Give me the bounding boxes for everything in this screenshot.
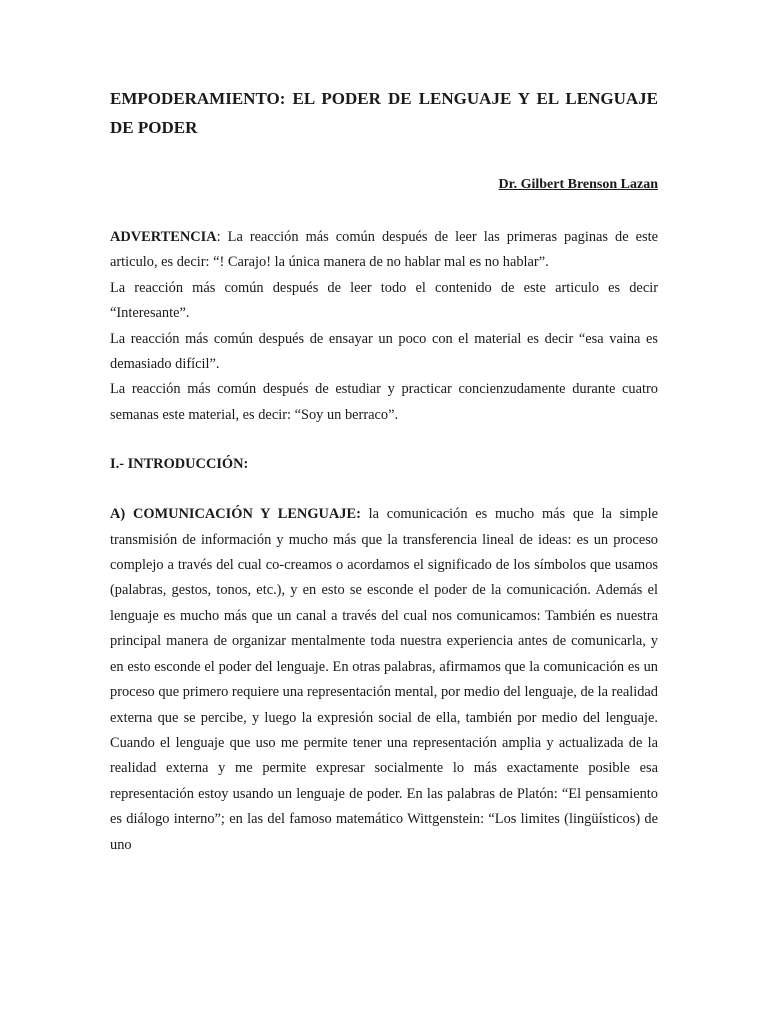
document-page: [110, 84, 658, 858]
body-paragraph-1: La reacción más común después de leer todo el contenido de este articulo es decir “Interesante”.: [110, 279, 658, 322]
subsection-text: la comunicación es mucho más que la simple transmisión de información y mucho más que la transferencia lineal de ideas: es un proceso complejo a través del cual co-creamos o acordamos el significado de los símbolos que usamos (palabras, gestos, tonos, etc.), y en esto se esconde el poder de la comunicación. Además el lenguaje es mucho más que un canal a través del cual nos comunicamos: También es nuestra principal manera de organizar mentalmente toda nuestra experiencia antes de comunicarla, y en esto esconde el poder del lenguaje. En otras palabras, afirmamos que la comunicación es un proceso que primero requiere una representación mental, por medio del lenguaje, de la realidad externa que se percibe, y luego la expresión social de ella, también por medio del lenguaje. Cuando el lenguaje que uso me permite tener una representación amplia y actualizada de la realidad externa y me permite expresar socialmente lo más exactamente posible esa representación estoy usando un lenguaje de poder. En las palabras de Platón: “El pensamiento es diálogo interno”; en las del famoso matemático Wittgenstein: “Los limites (lingüísticos) de uno: [110, 506, 658, 853]
warning-label: ADVERTENCIA: [110, 229, 217, 245]
warning-paragraph: [110, 225, 658, 276]
author-name: Dr. Gilbert Brenson Lazan: [498, 177, 658, 192]
document-title: EMPODERAMIENTO: EL PODER DE LENGUAJE Y EL LENGUAJE DE PODER: [110, 89, 658, 137]
body-paragraph-3: La reacción más común después de estudiar y practicar concienzudamente durante cuatro semanas este material, es decir: “Soy un berraco”.: [110, 381, 658, 423]
section-heading: I.- INTRODUCCIÓN:: [110, 456, 249, 473]
warning-text: : La reacción más común después de leer las primeras paginas de este articulo, es decir: “! Carajo! la única manera de no hablar mal es no hablar”.: [110, 229, 658, 271]
body-paragraph-2: La reacción más común después de ensayar un poco con el material es decir “esa vaina es demasiado difícil”.: [110, 330, 658, 373]
subsection-label: A) COMUNICACIÓN Y LENGUAJE:: [110, 506, 361, 523]
author-line: [110, 175, 658, 195]
subsection-paragraph: [110, 502, 658, 858]
